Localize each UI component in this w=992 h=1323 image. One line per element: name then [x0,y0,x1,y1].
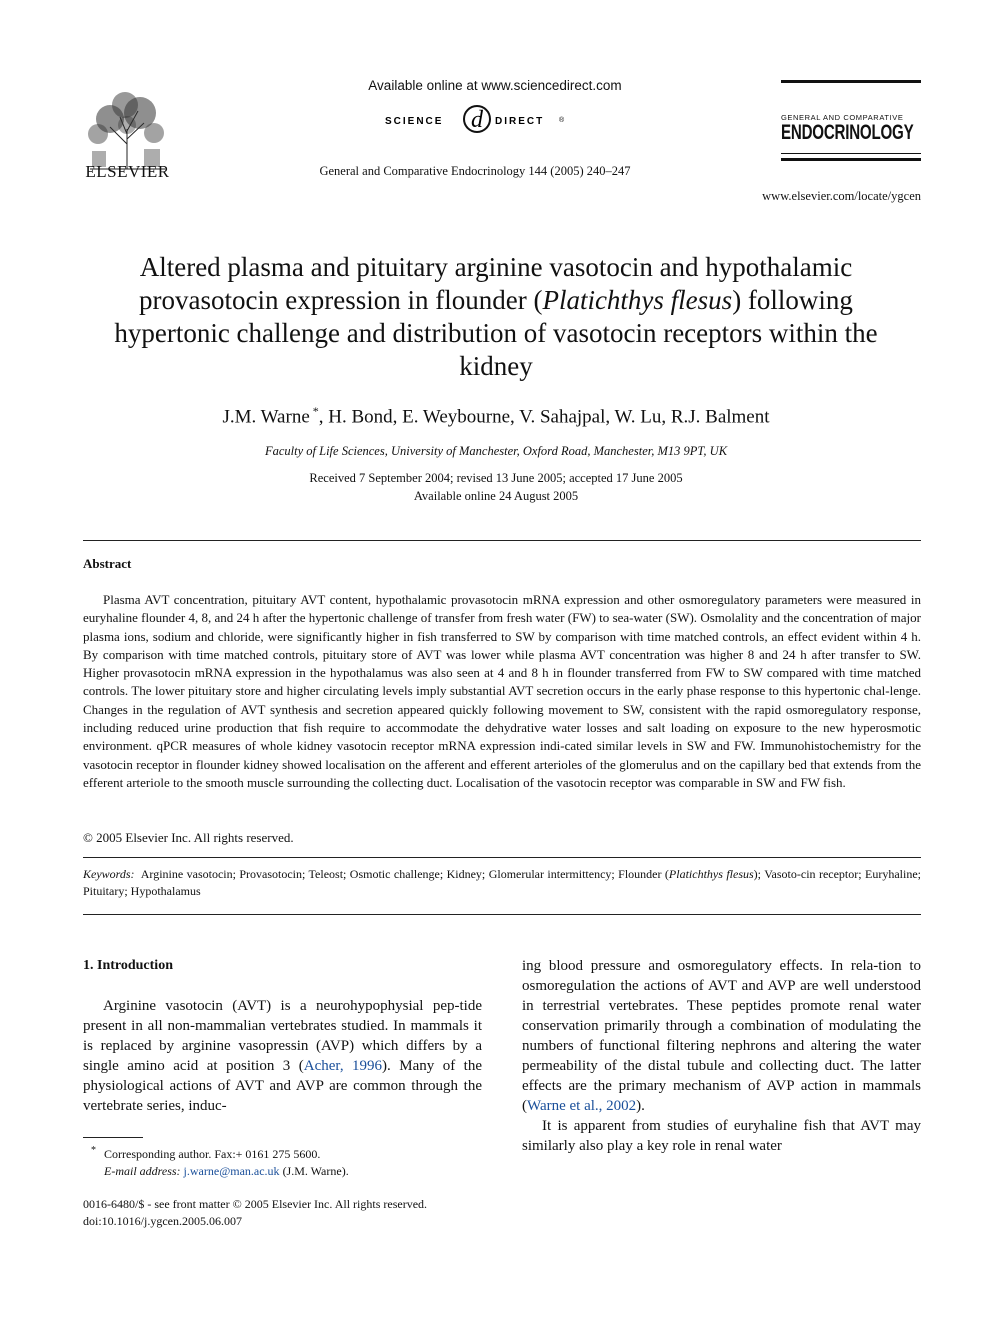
title-species: Platichthys flesus [542,285,733,315]
affiliation: Faculty of Life Sciences, University of Manchester, Oxford Road, Manchester, M13 9PT, UK [264,444,728,458]
article-title [90,251,902,383]
intro-p1-part-b: ). Many of the physiological actions of AVT and AVP are common through the vertebrate series, induc- [83,1058,483,1114]
sd-registered: ® [559,117,565,124]
corresponding-mark: * [309,404,319,418]
intro-paragraph-2: It is apparent from studies of euryhaline fish that AVT may similarly also play a key role in renal water [522,1118,921,1154]
intro-p1-part-a: Arginine vasotocin (AVT) is a neurohypophysial pep-tide present in all non-mammalian vertebrates studied. In mammals it is replaced by arginine vasopressin (AVP) which differs by a single amino acid at position 3 ( [83,998,482,1074]
footnote [83,1142,482,1180]
keywords-text-2: ); Vasoto-cin receptor; Euryhaline; Pituitary; Hypothalamus [83,867,921,898]
email-line [83,1163,482,1180]
publisher-name: ELSEVIER [85,162,170,181]
abstract-text: Plasma AVT concentration, pituitary AVT content, hypothalamic provasotocin mRNA expression and other osmoregulatory parameters were measured in euryhaline flounder 4, 8, and 24 h after the hypertonic challenge of transfer from fresh water (FW) to sea-water (SW). Osmolality and the concentration of major plasma ions, sodium and chloride, were significantly higher in fish transferred to SW by comparison with time matched controls, an effect evident within 4 h. By comparison with time matched controls, pituitary store of AVT was lower while plasma AVT concentration was higher 8 and 24 h after transfer to SW. Higher provasotocin mRNA expression in the hypothalamus was also seen at 4 and 8 h in flounder transferred from FW to SW compared with time matched controls. The lower pituitary store and higher circulating levels imply substantial AVT secretion occurs in the early phase response to this hypertonic chal-lenge. Changes in the regulation of AVT synthesis and secretion appeared quickly following movement to SW, consistent with the rapid osmoregulatory response, including reduced urine production that fish require to accommodate the dehydrative water losses and salt loading on exposure to the new hyperosmotic environment. qPCR measures of whole kidney vasotocin receptor mRNA expression indi-cated similar levels in SW and FW. Immunohistochemistry for the vasotocin receptor in flounder kidney showed localisation on the afferent and efferent arterioles of the glomerulus and on the capillary bed that extends from the efferent arteriole to the smooth muscle surrounding the collecting duct. Localisation of the vasotocin receptor was comparable in SW and FW fish. [83,592,921,790]
keywords-species: Platichthys flesus [668,867,754,881]
journal-logo-rule-mid [781,153,921,154]
keywords [83,866,921,900]
email-link[interactable]: j.warne@man.ac.uk [183,1164,280,1178]
keywords-text-1: Arginine vasotocin; Provasotocin; Teleost; Osmotic challenge; Kidney; Glomerular intermittency; Flounder ( [140,867,669,881]
journal-logo-rule-top [781,80,921,83]
svg-text:d: d [471,107,483,133]
right-column [522,956,921,1156]
citation-acher-1996[interactable]: Acher, 1996 [303,1058,383,1074]
footnote-rule [83,1137,143,1138]
received-dates: Received 7 September 2004; revised 13 June 2005; accepted 17 June 2005 [309,471,683,485]
footnote-mark: * [91,1145,96,1156]
journal-logo-title: ENDOCRINOLOGY [781,121,914,144]
abstract-copyright: © 2005 Elsevier Inc. All rights reserved. [83,830,294,845]
sd-right-text: DIRECT [495,116,545,127]
title-part-2: ) following hypertonic challenge and distribution of vasotocin receptors within the kidney [114,285,878,381]
left-column [83,996,482,1116]
corresponding-author-note [83,1142,482,1163]
author-list [90,404,902,428]
email-label: E-mail address: [104,1164,181,1178]
journal-citation: General and Comparative Endocrinology 144 (2005) 240–247 [319,164,631,178]
email-owner: (J.M. Warne). [282,1164,349,1178]
section-heading-introduction: 1. Introduction [83,958,173,973]
divider-top [83,540,921,541]
keywords-label: Keywords: [83,867,135,881]
intro-paragraph-1-continued [522,956,921,1116]
journal-url[interactable]: www.elsevier.com/locate/ygcen [762,189,921,203]
journal-logo-rule-bottom [781,158,921,161]
doi-line[interactable]: doi:10.1016/j.ygcen.2005.06.007 [83,1214,242,1228]
available-online-date: Available online 24 August 2005 [413,489,579,503]
intro-p1-part-d: ). [636,1098,645,1114]
other-authors: , H. Bond, E. Weybourne, V. Sahajpal, W. Lu, R.J. Balment [318,406,770,428]
sciencedirect-logo[interactable] [385,100,570,136]
available-online-banner[interactable]: Available online at www.sciencedirect.com [368,78,622,93]
abstract-body [83,591,921,792]
title-part-1: Altered plasma and pituitary arginine vasotocin and hypothalamic provasotocin expression in flounder ( [139,252,853,315]
divider-keywords-top [83,857,921,858]
divider-keywords-bottom [83,914,921,915]
intro-p1-part-c: ing blood pressure and osmoregulatory effects. In rela-tion to osmoregulation the actions of AVT and AVP are well understood in terrestrial vertebrates. These peptides promote renal water conservation primarily through a combination of modulating the numbers of functional filtering nephrons and altering the water permeability of the distal tubule and collecting duct. The latter effects are the primary mechanism of AVP action in mammals ( [522,958,921,1114]
citation-warne-2002[interactable]: Warne et al., 2002 [527,1098,637,1114]
abstract-heading: Abstract [83,556,132,571]
first-author[interactable]: J.M. Warne [222,406,310,428]
intro-paragraph-1 [83,996,482,1116]
sd-left-text: SCIENCE [385,116,444,127]
journal-logo-subtitle: GENERAL AND COMPARATIVE [781,113,904,122]
bottom-info [83,1196,427,1230]
issn-line: 0016-6480/$ - see front matter © 2005 Elsevier Inc. All rights reserved. [83,1197,428,1211]
corresponding-author-text: Corresponding author. Fax:+ 0161 275 5600. [104,1147,321,1161]
